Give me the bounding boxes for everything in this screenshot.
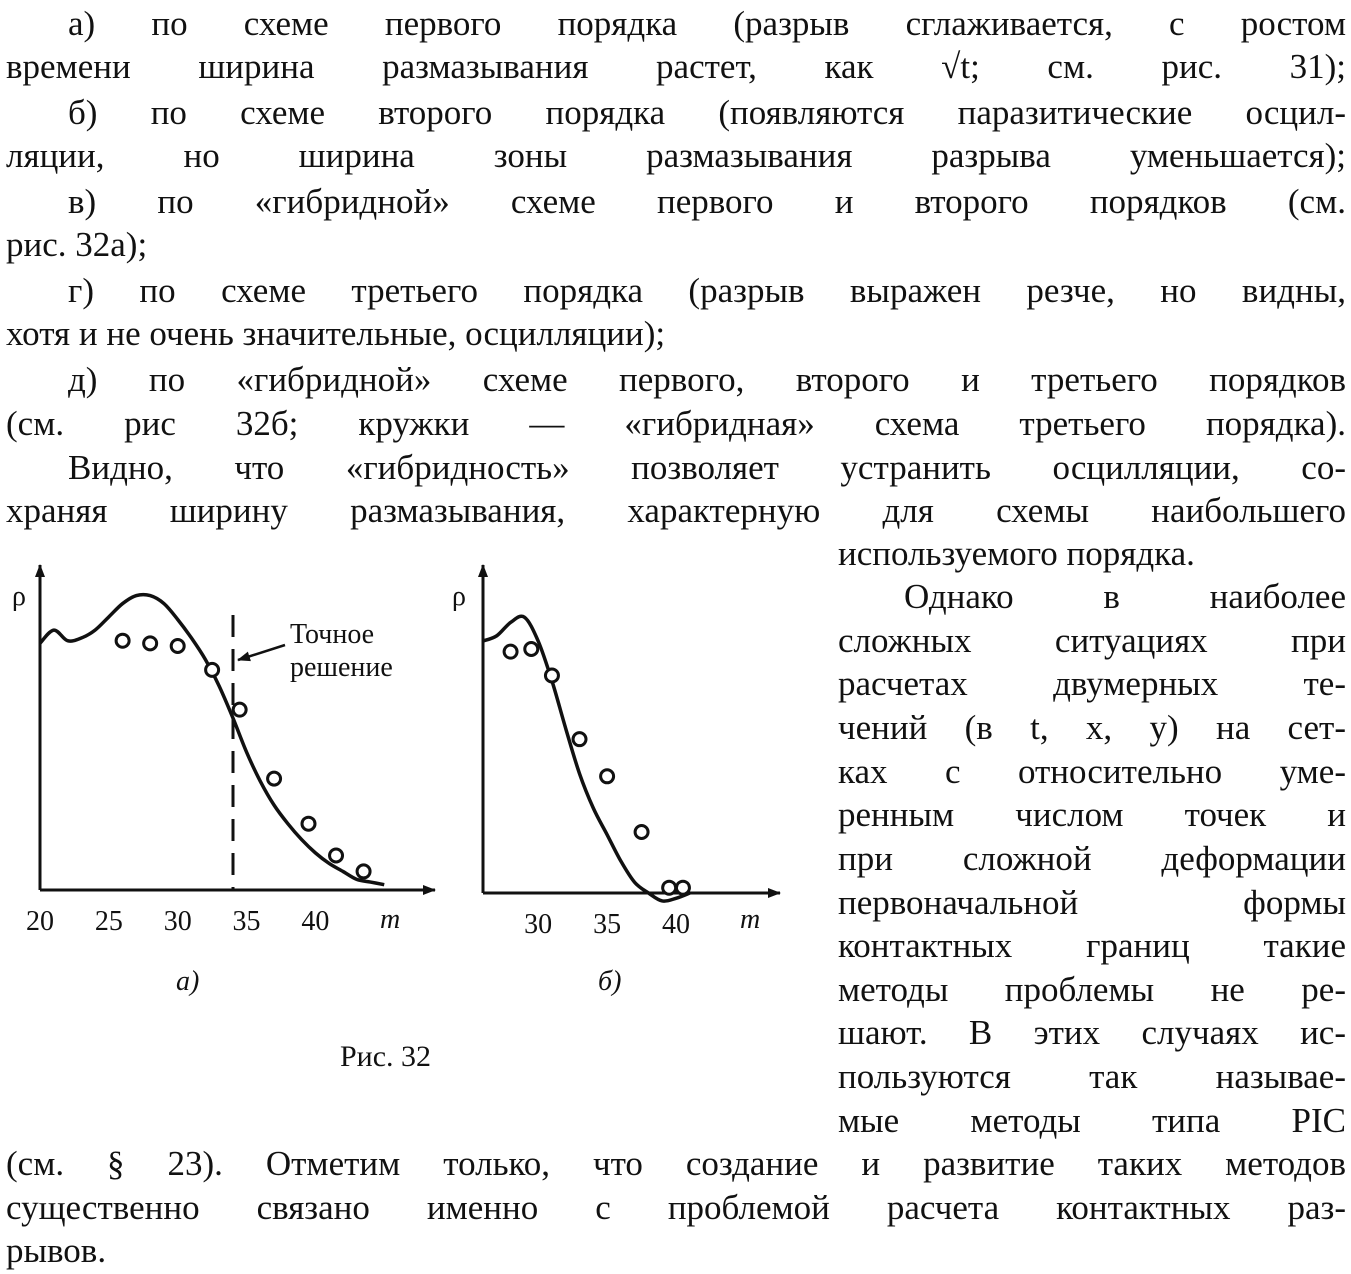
data-point-circle [573, 733, 586, 746]
data-point-circle [635, 826, 648, 839]
x-tick-label: 40 [301, 906, 330, 937]
panel-b-y-label: ρ [452, 581, 466, 612]
panel-b-x-label: m [740, 904, 761, 935]
x-tick-label: 35 [593, 909, 622, 940]
data-point-circle [330, 849, 343, 862]
data-point-circle [144, 637, 157, 650]
data-point-circle [601, 770, 614, 783]
data-point-circle [357, 865, 370, 878]
side-line-13: мые методы типа PIC [838, 1101, 1346, 1140]
text-line-13: используемого порядка. [838, 534, 1195, 573]
text-line-7: г) по схеме третьего порядка (разрыв выражен резче, но видны, [68, 271, 1346, 310]
data-point-circle [545, 669, 558, 682]
data-point-circle [206, 663, 219, 676]
text-line-16: рывов. [6, 1231, 107, 1270]
side-line-5: ках с относительно уме- [838, 752, 1346, 791]
data-point-circle [676, 881, 689, 894]
side-line-12: пользуются так называе- [838, 1057, 1346, 1096]
side-line-6: ренным числом точек и [838, 795, 1346, 834]
text-line-12: храняя ширину размазывания, характерную для схемы наибольшего [6, 491, 1346, 530]
side-line-9: контактных границ такие [838, 926, 1346, 965]
figure-caption: Рис. 32 [340, 1040, 432, 1073]
x-tick-label: 30 [524, 909, 553, 940]
data-point-circle [525, 643, 538, 656]
data-point-circle [663, 881, 676, 894]
text-line-10: (см. рис 32б; кружки — «гибридная» схема третьего порядка). [6, 404, 1346, 443]
x-tick-label: 40 [662, 909, 691, 940]
text-line-6: рис. 32а); [6, 225, 148, 264]
side-line-3: расчетах двумерных те- [838, 664, 1346, 703]
text-line-14: (см. § 23). Отметим только, что создание и развитие таких методов [6, 1144, 1346, 1183]
text-line-3: б) по схеме второго порядка (появляются паразитические осцил- [68, 93, 1346, 132]
panel-a-y-label: ρ [12, 581, 26, 612]
side-line-4: чений (в t, x, y) на сет- [838, 708, 1346, 747]
text-line-4: ляции, но ширина зоны размазывания разрыва уменьшается); [6, 136, 1346, 175]
text-line-1: а) по схеме первого порядка (разрыв сглаживается, с ростом [68, 4, 1346, 43]
x-tick-label: 25 [94, 906, 123, 937]
x-tick-label: 20 [26, 906, 54, 937]
data-point-circle [171, 640, 184, 653]
data-point-circle [504, 645, 517, 658]
data-point-circle [233, 703, 246, 716]
side-line-8: первоначальной формы [838, 883, 1346, 922]
side-line-2: сложных ситуациях при [838, 621, 1346, 660]
text-line-9: д) по «гибридной» схеме первого, второго и третьего порядков [68, 360, 1346, 399]
text-line-5: в) по «гибридной» схеме первого и второго порядков (см. [68, 182, 1346, 221]
side-line-10: методы проблемы не ре- [838, 970, 1346, 1009]
text-line-11: Видно, что «гибридность» позволяет устранить осцилляции, со- [68, 448, 1346, 487]
side-line-11: шают. В этих случаях ис- [838, 1013, 1346, 1052]
data-point-circle [116, 634, 129, 647]
text-line-15: существенно связано именно с проблемой расчета контактных раз- [6, 1188, 1346, 1227]
x-tick-label: 35 [232, 906, 261, 937]
side-line-1: Однако в наиболее [904, 577, 1346, 616]
x-tick-label: 30 [163, 906, 192, 937]
text-line-2: времени ширина размазывания растет, как √t; см. рис. 31); [6, 47, 1346, 86]
panel-a-x-label: m [380, 904, 401, 935]
panel-a-label: а) [176, 966, 200, 997]
panel-b-curve [483, 616, 690, 901]
exact-solution-pointer [238, 645, 285, 660]
data-point-circle [268, 772, 281, 785]
annotation-line-2: решение [290, 652, 393, 683]
data-point-circle [302, 817, 315, 830]
annotation-line-1: Точное [290, 619, 375, 650]
panel-b-label: б) [598, 966, 622, 997]
side-line-7: при сложной деформации [838, 839, 1346, 878]
text-line-8: хотя и не очень значительные, осцилляции); [6, 314, 666, 353]
